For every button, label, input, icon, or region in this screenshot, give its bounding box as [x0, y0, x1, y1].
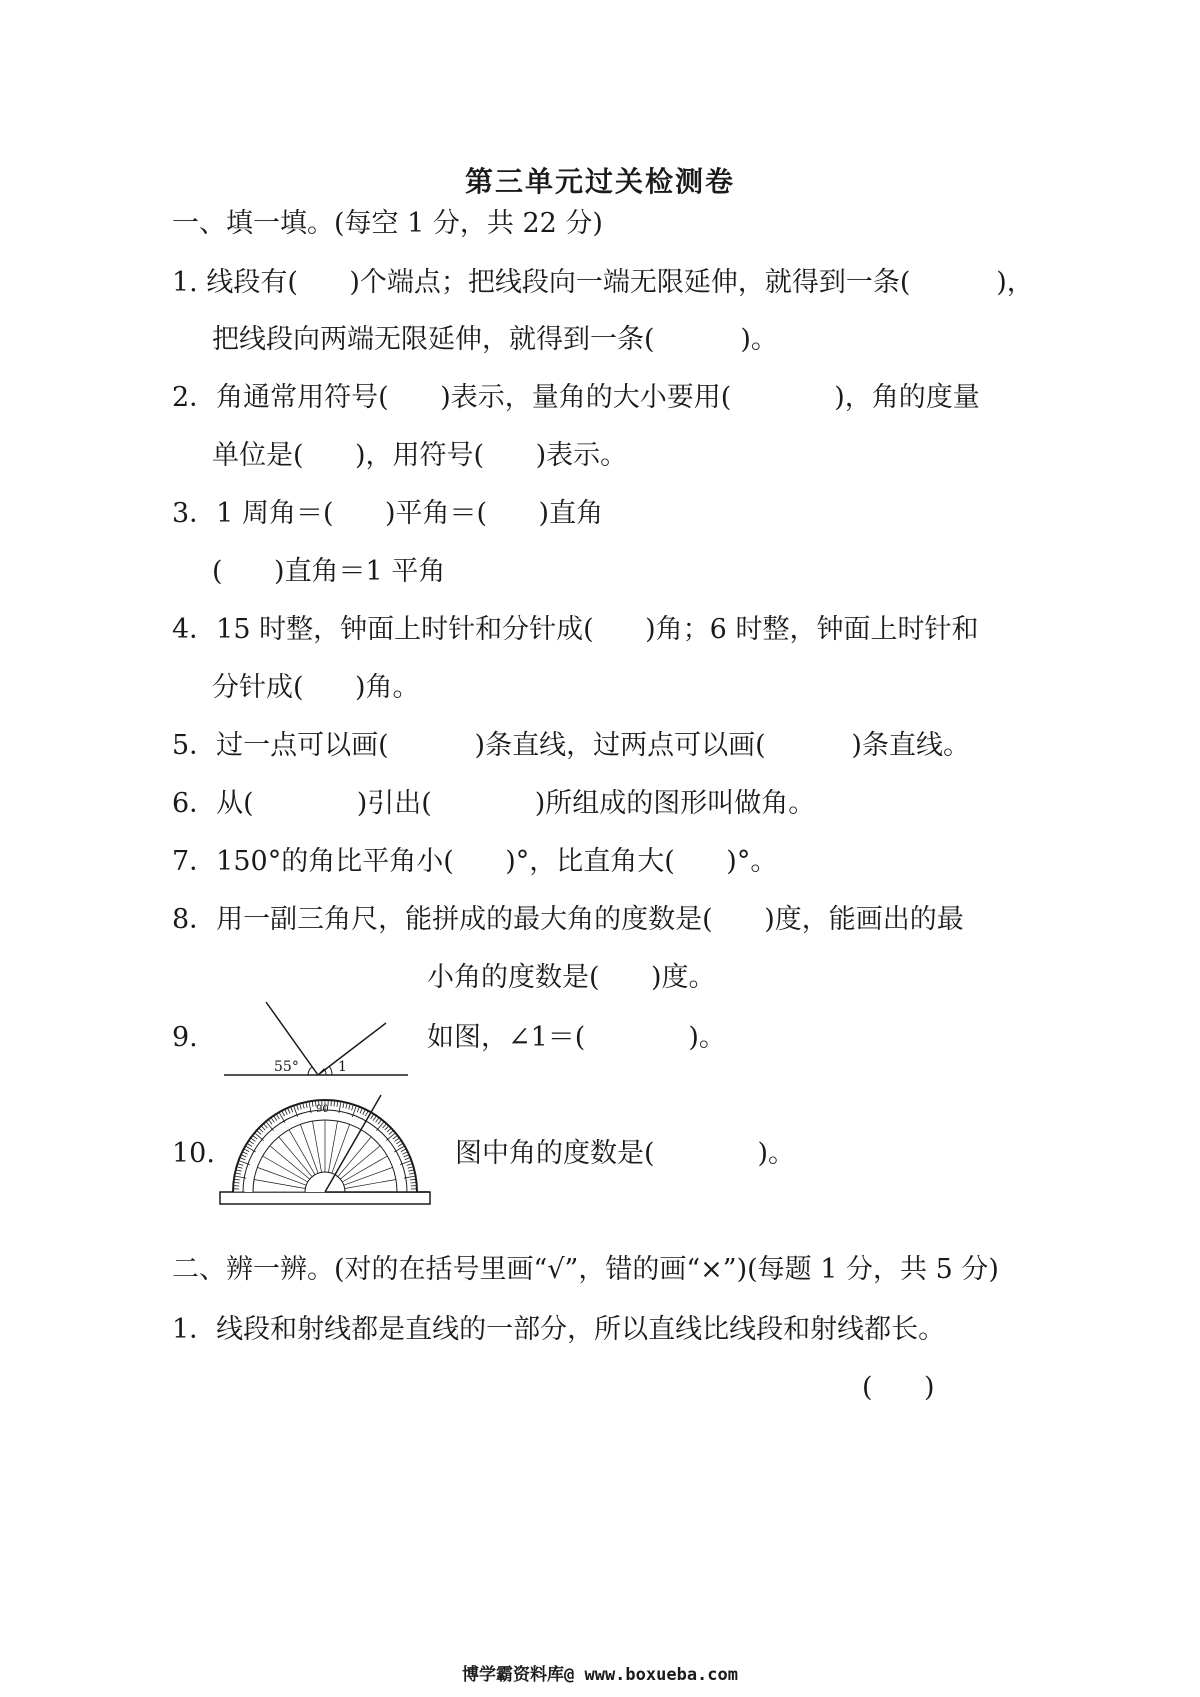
q7-line: 7．150°的角比平角小( )°，比直角大( )°。 — [172, 846, 778, 877]
q9-angle-figure — [222, 998, 412, 1078]
q9-number: 9. — [172, 1022, 198, 1053]
q9-text: 如图，∠1＝( )。 — [427, 1022, 726, 1053]
q1-line1: 1. 线段有( )个端点；把线段向一端无限延伸，就得到一条( )， — [172, 267, 1034, 298]
q5-line: 5．过一点可以画( )条直线，过两点可以画( )条直线。 — [172, 730, 970, 761]
section1-heading: 一、填一填。(每空 1 分，共 22 分) — [172, 208, 603, 239]
section2-heading: 二、辨一辨。(对的在括号里画“√”，错的画“×”)(每题 1 分，共 5 分) — [172, 1254, 999, 1285]
q8-line2: 小角的度数是( )度。 — [427, 962, 716, 993]
q8-line1: 8．用一副三角尺，能拼成的最大角的度数是( )度，能画出的最 — [172, 904, 964, 935]
q9-angle-given: 55° — [274, 1059, 299, 1075]
q2-line2: 单位是( )，用符号( )表示。 — [212, 440, 628, 471]
page-title: 第三单元过关检测卷 — [464, 165, 735, 198]
q3-line2: ( )直角＝1 平角 — [212, 556, 446, 587]
q6-line: 6．从( )引出( )所组成的图形叫做角。 — [172, 788, 816, 819]
q2-line1: 2．角通常用符号( )表示，量角的大小要用( )，角的度量 — [172, 382, 980, 413]
q10-text: 图中角的度数是( )。 — [455, 1138, 796, 1169]
protractor-top-label: 90 — [316, 1104, 329, 1115]
q9-angle-label: 1 — [338, 1059, 347, 1075]
s2-q1-answer-blank[interactable]: ( ) — [862, 1372, 935, 1403]
q4-line1: 4．15 时整，钟面上时针和分针成( )角；6 时整，钟面上时针和 — [172, 614, 979, 645]
page-footer: 博学霸资料库@ www.boxueba.com — [462, 1665, 738, 1685]
s2-q1: 1．线段和射线都是直线的一部分，所以直线比线段和射线都长。 — [172, 1314, 946, 1345]
q10-number: 10. — [172, 1138, 215, 1169]
q1-line2: 把线段向两端无限延伸，就得到一条( )。 — [212, 324, 778, 355]
protractor-figure — [218, 1096, 440, 1208]
q4-line2: 分针成( )角。 — [212, 672, 420, 703]
q3-line1: 3．1 周角＝( )平角＝( )直角 — [172, 498, 604, 529]
